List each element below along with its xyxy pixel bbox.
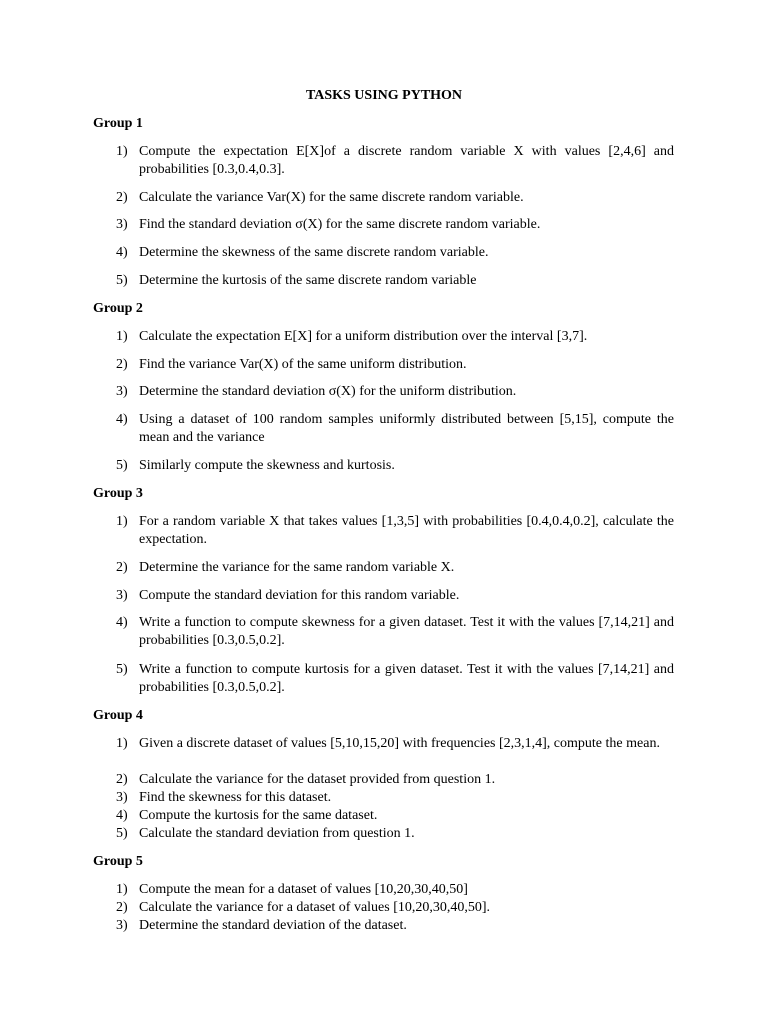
item-text: Determine the standard deviation σ(X) for the uniform distribution. bbox=[139, 384, 517, 399]
item-number: 5) bbox=[116, 458, 128, 473]
item-number: 1) bbox=[116, 882, 128, 897]
item-text: For a random variable X that takes values [1,3,5] with probabilities [0.4,0.4,0.2], calculate the expectation. bbox=[139, 514, 674, 547]
item-text: Find the standard deviation σ(X) for the same discrete random variable. bbox=[139, 217, 541, 232]
item-number: 5) bbox=[116, 273, 128, 288]
item-number: 2) bbox=[116, 190, 128, 205]
item-text: Find the variance Var(X) of the same uniform distribution. bbox=[139, 357, 467, 372]
item-text: Similarly compute the skewness and kurtosis. bbox=[139, 458, 395, 473]
item-text: Using a dataset of 100 random samples uniformly distributed between [5,15], compute the mean and the variance bbox=[139, 412, 674, 445]
item-number: 4) bbox=[116, 245, 128, 260]
item-number: 5) bbox=[116, 826, 128, 841]
item-number: 3) bbox=[116, 918, 128, 933]
item-text: Find the skewness for this dataset. bbox=[139, 790, 332, 805]
item-text: Write a function to compute skewness for a given dataset. Test it with the values [7,14,21] and probabilities [0.3,0.5,0.2]. bbox=[139, 615, 674, 648]
item-text: Determine the kurtosis of the same discrete random variable bbox=[139, 273, 477, 288]
item-text: Write a function to compute kurtosis for a given dataset. Test it with the values [7,14,21] and probabilities [0.3,0.5,0.2]. bbox=[139, 662, 674, 695]
item-text: Calculate the variance for a dataset of values [10,20,30,40,50]. bbox=[139, 900, 491, 915]
page-title: TASKS USING PYTHON bbox=[305, 88, 463, 103]
item-number: 3) bbox=[116, 588, 128, 603]
item-text: Calculate the standard deviation from question 1. bbox=[139, 826, 415, 841]
item-number: 1) bbox=[116, 144, 128, 159]
item-number: 1) bbox=[116, 329, 128, 344]
item-text: Compute the kurtosis for the same dataset. bbox=[139, 808, 378, 823]
item-number: 3) bbox=[116, 790, 128, 805]
item-number: 4) bbox=[116, 808, 128, 823]
item-number: 2) bbox=[116, 560, 128, 575]
item-number: 3) bbox=[116, 384, 128, 399]
item-number: 2) bbox=[116, 357, 128, 372]
group-3-title: Group 3 bbox=[93, 486, 143, 501]
item-number: 1) bbox=[116, 736, 128, 751]
group-2-title: Group 2 bbox=[93, 301, 143, 316]
item-text: Given a discrete dataset of values [5,10,15,20] with frequencies [2,3,1,4], compute the mean. bbox=[139, 736, 660, 751]
item-number: 3) bbox=[116, 217, 128, 232]
item-number: 5) bbox=[116, 662, 128, 677]
item-number: 1) bbox=[116, 514, 128, 529]
item-number: 4) bbox=[116, 615, 128, 630]
item-text: Compute the standard deviation for this random variable. bbox=[139, 588, 460, 603]
group-5-title: Group 5 bbox=[93, 854, 143, 869]
item-text: Calculate the variance for the dataset provided from question 1. bbox=[139, 772, 496, 787]
item-text: Calculate the expectation E[X] for a uniform distribution over the interval [3,7]. bbox=[139, 329, 588, 344]
item-number: 4) bbox=[116, 412, 128, 427]
item-number: 2) bbox=[116, 772, 128, 787]
group-1-title: Group 1 bbox=[93, 116, 143, 131]
item-text: Determine the skewness of the same discrete random variable. bbox=[139, 245, 489, 260]
item-number: 2) bbox=[116, 900, 128, 915]
group-4-title: Group 4 bbox=[93, 708, 143, 723]
item-text: Compute the expectation E[X]of a discrete random variable X with values [2,4,6] and probabilities [0.3,0.4,0.3]. bbox=[139, 144, 674, 177]
item-text: Determine the standard deviation of the dataset. bbox=[139, 918, 407, 933]
item-text: Compute the mean for a dataset of values [10,20,30,40,50] bbox=[139, 882, 468, 897]
item-text: Determine the variance for the same random variable X. bbox=[139, 560, 455, 575]
item-text: Calculate the variance Var(X) for the same discrete random variable. bbox=[139, 190, 524, 205]
